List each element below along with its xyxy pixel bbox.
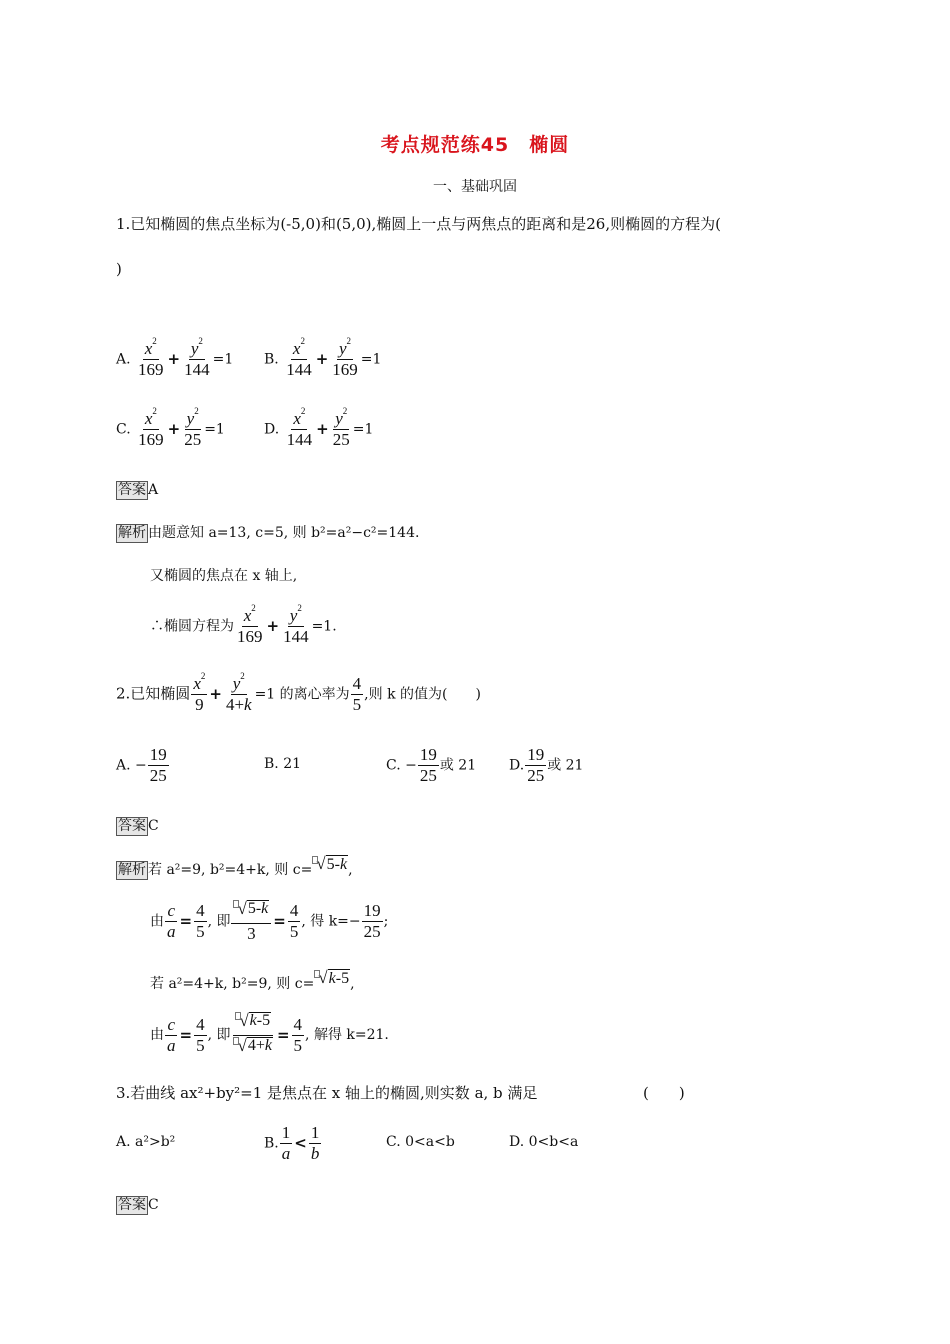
- q3-answer: 答案 C: [118, 1197, 159, 1213]
- q2-stem: 2.已知椭圆 $\frac{x^2}{9}$ + $\frac{y^2}{4+k}$ =1 的离心率为 $\frac{4}{5}$ ,则 k 的值为( ): [116, 671, 481, 714]
- q2-option-c: C. − $\frac{19}{25}$ 或 21: [386, 745, 477, 785]
- q3-option-c: C. 0<a<b: [386, 1134, 455, 1150]
- q1-analysis-line2: 又椭圆的焦点在 x 轴上,: [150, 568, 298, 584]
- answer-tag: 答案: [118, 818, 146, 834]
- q1-option-c: C. $\frac{x^2}{169}$ + $\frac{y^2}{25}$ =1: [116, 406, 225, 449]
- q1-answer: 答案 A: [118, 482, 159, 498]
- q2-analysis-line1: 解析 若 a²=9, b²=4+k, 则 c= √ 5-k ,: [118, 854, 353, 878]
- q2-option-a: A. − $\frac{19}{25}$: [116, 745, 167, 785]
- q2-analysis-line2: 由 $\frac{c}{a}$ = $\frac{4}{5}$ , 即 √ 5-k 3 = $\frac{4}{5}$ , 得 k=− $\frac{19}{25}$ ;: [150, 899, 389, 943]
- page-title: 考点规范练45 椭圆: [380, 134, 570, 156]
- q2-option-b: B. 21: [264, 756, 302, 772]
- q1-option-a: A. $\frac{x^2}{169}$ + $\frac{y^2}{144}$ =1: [116, 336, 234, 379]
- q3-stem: 3.若曲线 ax²+by²=1 是焦点在 x 轴上的椭圆,则实数 a, b 满足: [116, 1084, 538, 1102]
- q2-option-d: D. $\frac{19}{25}$ 或 21: [509, 745, 584, 785]
- q2-answer: 答案 C: [118, 818, 159, 834]
- q1-stem-end: ): [116, 260, 122, 278]
- analysis-tag: 解析: [118, 862, 146, 878]
- analysis-tag: 解析: [118, 525, 146, 541]
- section-heading: 一、基础巩固: [433, 179, 517, 195]
- answer-tag: 答案: [118, 482, 146, 498]
- q1-stem: 1.已知椭圆的焦点坐标为(-5,0)和(5,0),椭圆上一点与两焦点的距离和是26,则椭圆的方程为(: [116, 215, 721, 233]
- q1-analysis: 解析 由题意知 a=13, c=5, 则 b²=a²−c²=144.: [118, 525, 420, 541]
- q3-option-d: D. 0<b<a: [509, 1134, 579, 1150]
- q2-analysis-line4: 由 $\frac{c}{a}$ = $\frac{4}{5}$ , 即 √ k-5 √ 4+k = $\frac{4}{5}$ , 解得 k=21.: [150, 1011, 389, 1055]
- q1-analysis-line3: ∴椭圆方程为 $\frac{x^2}{169}$ + $\frac{y^2}{144}$ =1.: [150, 603, 337, 646]
- q1-option-b: B. $\frac{x^2}{144}$ + $\frac{y^2}{169}$ =1: [264, 336, 382, 379]
- answer-tag: 答案: [118, 1197, 146, 1213]
- q2-analysis-line3: 若 a²=4+k, b²=9, 则 c= √ k-5 ,: [150, 968, 355, 992]
- q3-option-a: A. a²>b²: [116, 1134, 176, 1150]
- q1-option-d: D. $\frac{x^2}{144}$ + $\frac{y^2}{25}$ =1: [264, 406, 374, 449]
- q3-paren: ( ): [643, 1084, 685, 1102]
- q3-option-b: B. $\frac{1}{a}$ < $\frac{1}{b}$: [264, 1123, 320, 1163]
